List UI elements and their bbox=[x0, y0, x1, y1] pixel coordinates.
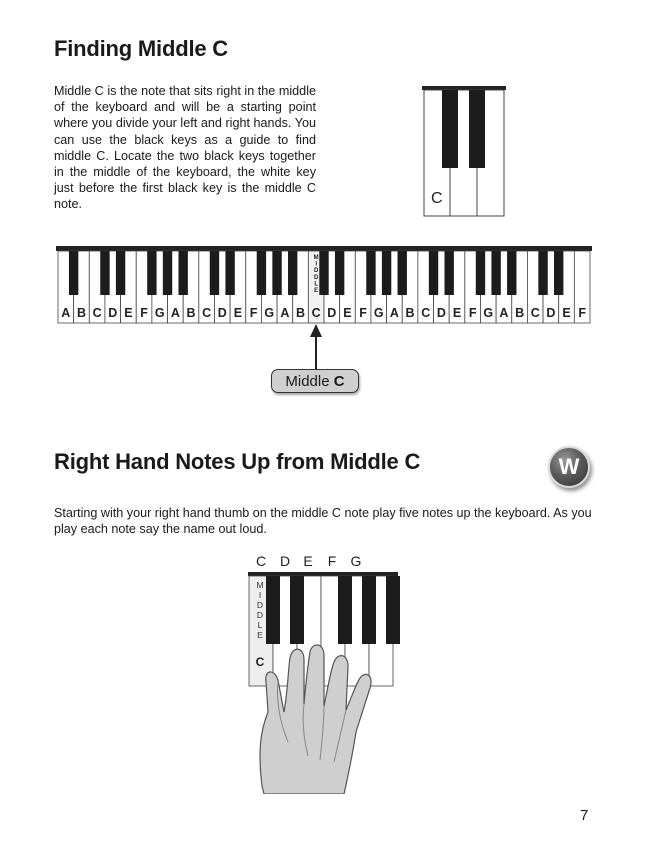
note-letter: C bbox=[255, 553, 267, 569]
middle-c-callout bbox=[271, 369, 359, 393]
black-key bbox=[272, 251, 281, 295]
middle-vertical-letter: D bbox=[256, 600, 264, 610]
white-key-label: F bbox=[140, 306, 148, 320]
white-key-label: B bbox=[76, 306, 86, 320]
black-key bbox=[507, 251, 516, 295]
middle-vertical-letter: D bbox=[256, 610, 264, 620]
white-key-label: B bbox=[515, 306, 525, 320]
white-key-label: G bbox=[483, 306, 494, 320]
white-key-label: D bbox=[217, 306, 227, 320]
note-letter: D bbox=[279, 553, 291, 569]
middle-c-callout-letter: C bbox=[333, 373, 345, 390]
middle-vertical-letter: E bbox=[314, 288, 319, 294]
small-keyboard-illustration bbox=[422, 86, 506, 218]
middle-vertical-letter: M bbox=[256, 580, 264, 590]
white-key-label: E bbox=[562, 306, 571, 320]
section-title-finding-middle-c: Finding Middle C bbox=[54, 36, 228, 61]
white-key-label: G bbox=[373, 306, 384, 320]
white-key-label: C bbox=[530, 306, 540, 320]
white-key-label: E bbox=[124, 306, 133, 320]
note-letter: E bbox=[303, 553, 313, 569]
white-key-label: C bbox=[421, 306, 431, 320]
middle-vertical-letter: M bbox=[313, 255, 319, 261]
note-letters-row bbox=[246, 551, 406, 571]
w-badge-icon: W bbox=[548, 446, 590, 488]
black-key bbox=[210, 251, 219, 295]
section-title-right-hand-notes: Right Hand Notes Up from Middle C bbox=[54, 449, 421, 474]
black-key bbox=[335, 251, 344, 295]
black-key bbox=[386, 576, 400, 644]
white-key-label: E bbox=[343, 306, 352, 320]
middle-vertical-letter: D bbox=[314, 274, 319, 281]
black-key bbox=[538, 251, 547, 295]
white-key-label: B bbox=[186, 306, 196, 320]
black-key bbox=[178, 251, 187, 295]
black-key bbox=[225, 251, 234, 295]
white-key-label: A bbox=[170, 306, 180, 320]
white-key-label: C bbox=[311, 306, 321, 320]
white-key-label: A bbox=[389, 306, 399, 320]
middle-vertical-letter: D bbox=[314, 268, 319, 275]
black-key bbox=[469, 90, 485, 168]
black-key bbox=[366, 251, 375, 295]
black-key bbox=[147, 251, 156, 295]
black-key bbox=[554, 251, 563, 295]
white-key-label: D bbox=[546, 306, 556, 320]
black-key bbox=[116, 251, 125, 295]
black-key bbox=[442, 90, 458, 168]
black-key bbox=[163, 251, 172, 295]
middle-vertical-letter: E bbox=[257, 630, 263, 640]
white-key-label: F bbox=[468, 306, 477, 320]
black-key bbox=[398, 251, 407, 295]
intro-paragraph: Middle C is the note that sits right in the middle of the keyboard and will be a starting point where you divide your left and right hands. You can use the black keys as a guide to find middle C. Locate the two black keys together in the middle of the keyboard, the white key just before the first black key is the middle C note. bbox=[54, 84, 316, 212]
white-key-label: F bbox=[578, 306, 586, 320]
note-letter: G bbox=[350, 553, 362, 569]
white-key-label: A bbox=[61, 306, 71, 320]
white-key-label: F bbox=[249, 306, 258, 320]
black-key bbox=[476, 251, 485, 295]
black-key bbox=[290, 576, 304, 644]
page-number: 7 bbox=[580, 807, 589, 824]
black-key bbox=[69, 251, 78, 295]
white-key-label: E bbox=[452, 306, 462, 320]
black-key bbox=[362, 576, 376, 644]
white-key-label: E bbox=[233, 306, 243, 320]
black-key bbox=[444, 251, 453, 295]
white-key-label: D bbox=[108, 306, 118, 320]
black-key bbox=[100, 251, 109, 295]
black-key bbox=[266, 576, 280, 644]
full-keyboard bbox=[56, 246, 592, 324]
small-keyboard-c-label: C bbox=[431, 190, 443, 207]
black-key bbox=[382, 251, 391, 295]
white-key-label: D bbox=[327, 306, 337, 320]
white-key-label: G bbox=[154, 306, 165, 320]
middle-vertical-letter: L bbox=[314, 281, 319, 288]
white-key-label: A bbox=[499, 306, 509, 320]
black-key bbox=[429, 251, 438, 295]
black-key bbox=[491, 251, 500, 295]
white-key-label: C bbox=[202, 306, 212, 320]
keyboard-top-bar bbox=[248, 572, 398, 576]
middle-vertical-letter: L bbox=[257, 620, 263, 630]
white-key-label: B bbox=[296, 306, 306, 320]
right-hand-paragraph: Starting with your right hand thumb on the middle C note play five notes up the keyboard. As you play each note say the name out loud. bbox=[54, 506, 592, 537]
hand-on-keyboard-illustration bbox=[248, 572, 400, 794]
black-key bbox=[338, 576, 352, 644]
white-key-label: G bbox=[264, 306, 275, 320]
white-key-label: A bbox=[280, 306, 290, 320]
white-key-label: F bbox=[359, 306, 367, 320]
white-key-label: B bbox=[405, 306, 415, 320]
white-key-label: D bbox=[436, 306, 446, 320]
arrow-up-icon bbox=[308, 324, 324, 370]
black-key bbox=[319, 251, 328, 295]
middle-vertical-letter: I bbox=[315, 261, 318, 268]
keyboard-top-bar bbox=[56, 246, 592, 251]
black-key bbox=[257, 251, 266, 295]
hand-keyboard-c-label: C bbox=[255, 655, 265, 669]
middle-c-callout-prefix: Middle bbox=[285, 373, 334, 390]
white-key-label: C bbox=[92, 306, 102, 320]
black-key bbox=[288, 251, 297, 295]
middle-vertical-letter: I bbox=[258, 590, 262, 600]
note-letter: F bbox=[327, 553, 337, 569]
